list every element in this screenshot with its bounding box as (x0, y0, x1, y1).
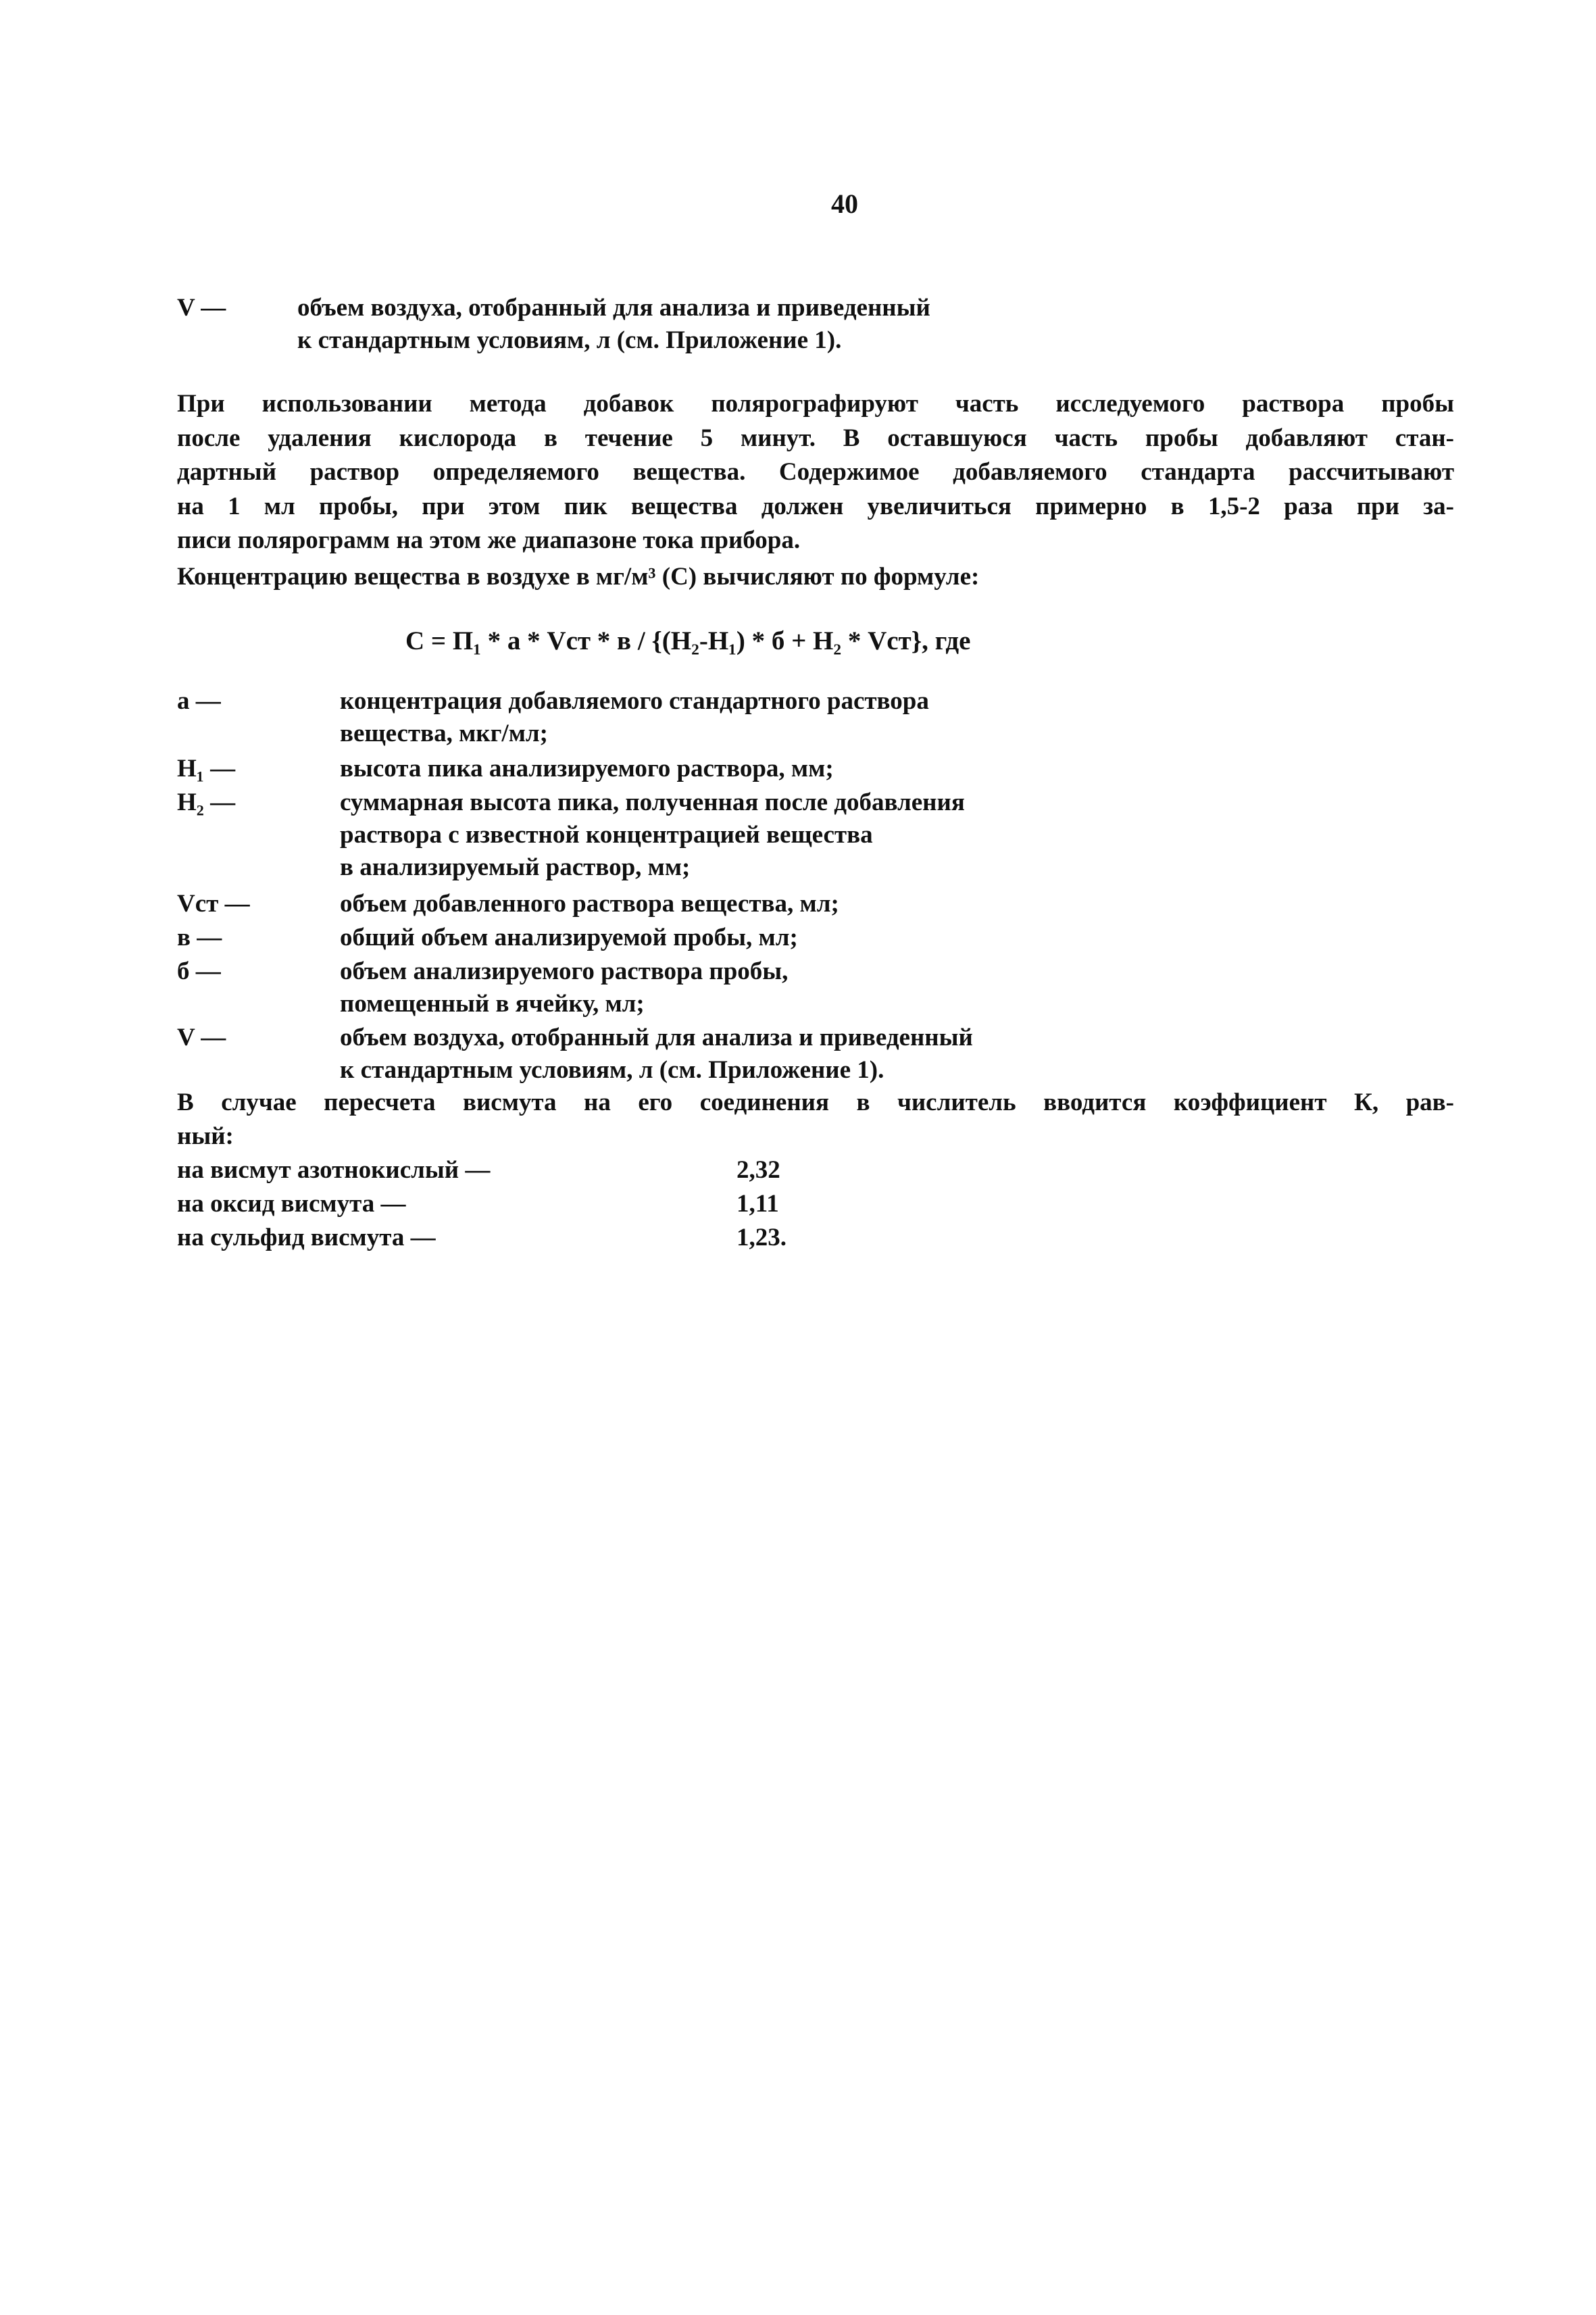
definition-line: раствора с известной концентрацией вещества (340, 821, 873, 849)
definition-line: концентрация добавляемого стандартного раствора (340, 687, 929, 715)
paragraph-line: после удаления кислорода в течение 5 минут. В оставшуюся часть пробы добавляют стан- (177, 424, 1454, 452)
definition-text-h2 (340, 787, 965, 884)
method-paragraph (177, 387, 1454, 558)
definition-term-v: V — (177, 1024, 226, 1051)
definition-term-h1: Н₁ — (177, 755, 236, 782)
paragraph-line: на 1 мл пробы, при этом пик вещества должен увеличиться примерно в 1,5-2 раза при за- (177, 492, 1454, 520)
definition-text-a (340, 685, 929, 750)
coefficient-value: 1,23. (737, 1224, 787, 1251)
coefficient-value: 2,32 (737, 1156, 780, 1184)
definition-term-b: б — (177, 957, 221, 985)
formula: С = П₁ * а * Vст * в / {(Н₂-Н₁) * б + Н₂ * Vст}, где (405, 626, 971, 655)
definition-line: вещества, мкг/мл; (340, 720, 548, 747)
definition-line: объем воздуха, отобранный для анализа и приведенный (340, 1024, 973, 1051)
paragraph-line: В случае пересчета висмута на его соединения в числитель вводится коэффициент К, рав- (177, 1089, 1454, 1116)
definition-line: общий объем анализируемой пробы, мл; (340, 924, 798, 951)
definition-term-vst: Vст — (177, 890, 250, 918)
definition-text-vst (340, 888, 839, 920)
coefficient-label: на оксид висмута — (177, 1190, 406, 1218)
definition-line: в анализируемый раствор, мм; (340, 853, 691, 881)
paragraph-line: При использовании метода добавок полярографируют часть исследуемого раствора пробы (177, 390, 1454, 418)
paragraph-line: дартный раствор определяемого вещества. Содержимое добавляемого стандарта рассчитывают (177, 458, 1454, 486)
definition-text-v (340, 1022, 973, 1087)
coefficient-value: 1,11 (737, 1190, 779, 1218)
definition-term-v-small: в — (177, 924, 222, 951)
paragraph-line: ный: (177, 1122, 234, 1150)
concentration-intro: Концентрацию вещества в воздухе в мг/м³ (С) вычисляют по формуле: (177, 563, 980, 591)
definition-term-h2: Н₂ — (177, 789, 236, 816)
definition-line: помещенный в ячейку, мл; (340, 990, 645, 1018)
definition-text-b (340, 955, 788, 1020)
coefficient-label: на сульфид висмута — (177, 1224, 436, 1251)
definition-line: к стандартным условиям, л (см. Приложение 1). (340, 1056, 884, 1084)
definition-line: высота пика анализируемого раствора, мм; (340, 755, 834, 782)
page-number: 40 (831, 189, 858, 219)
definition-text-h1 (340, 753, 834, 785)
definition-line: к стандартным условиям, л (см. Приложение 1). (297, 326, 842, 354)
definition-line: объем добавленного раствора вещества, мл; (340, 890, 839, 918)
recalculation-paragraph (177, 1086, 1454, 1153)
definition-text-v-small (340, 922, 798, 954)
definition-term-v-top: V — (177, 294, 226, 322)
definition-line: объем воздуха, отобранный для анализа и приведенный (297, 294, 930, 322)
coefficient-label: на висмут азотнокислый — (177, 1156, 491, 1184)
definition-line: суммарная высота пика, полученная после добавления (340, 789, 965, 816)
definition-term-a: а — (177, 687, 221, 715)
definition-line: объем анализируемого раствора пробы, (340, 957, 789, 985)
paragraph-line: писи полярограмм на этом же диапазоне тока прибора. (177, 526, 801, 554)
definition-text-v-top (297, 292, 930, 357)
